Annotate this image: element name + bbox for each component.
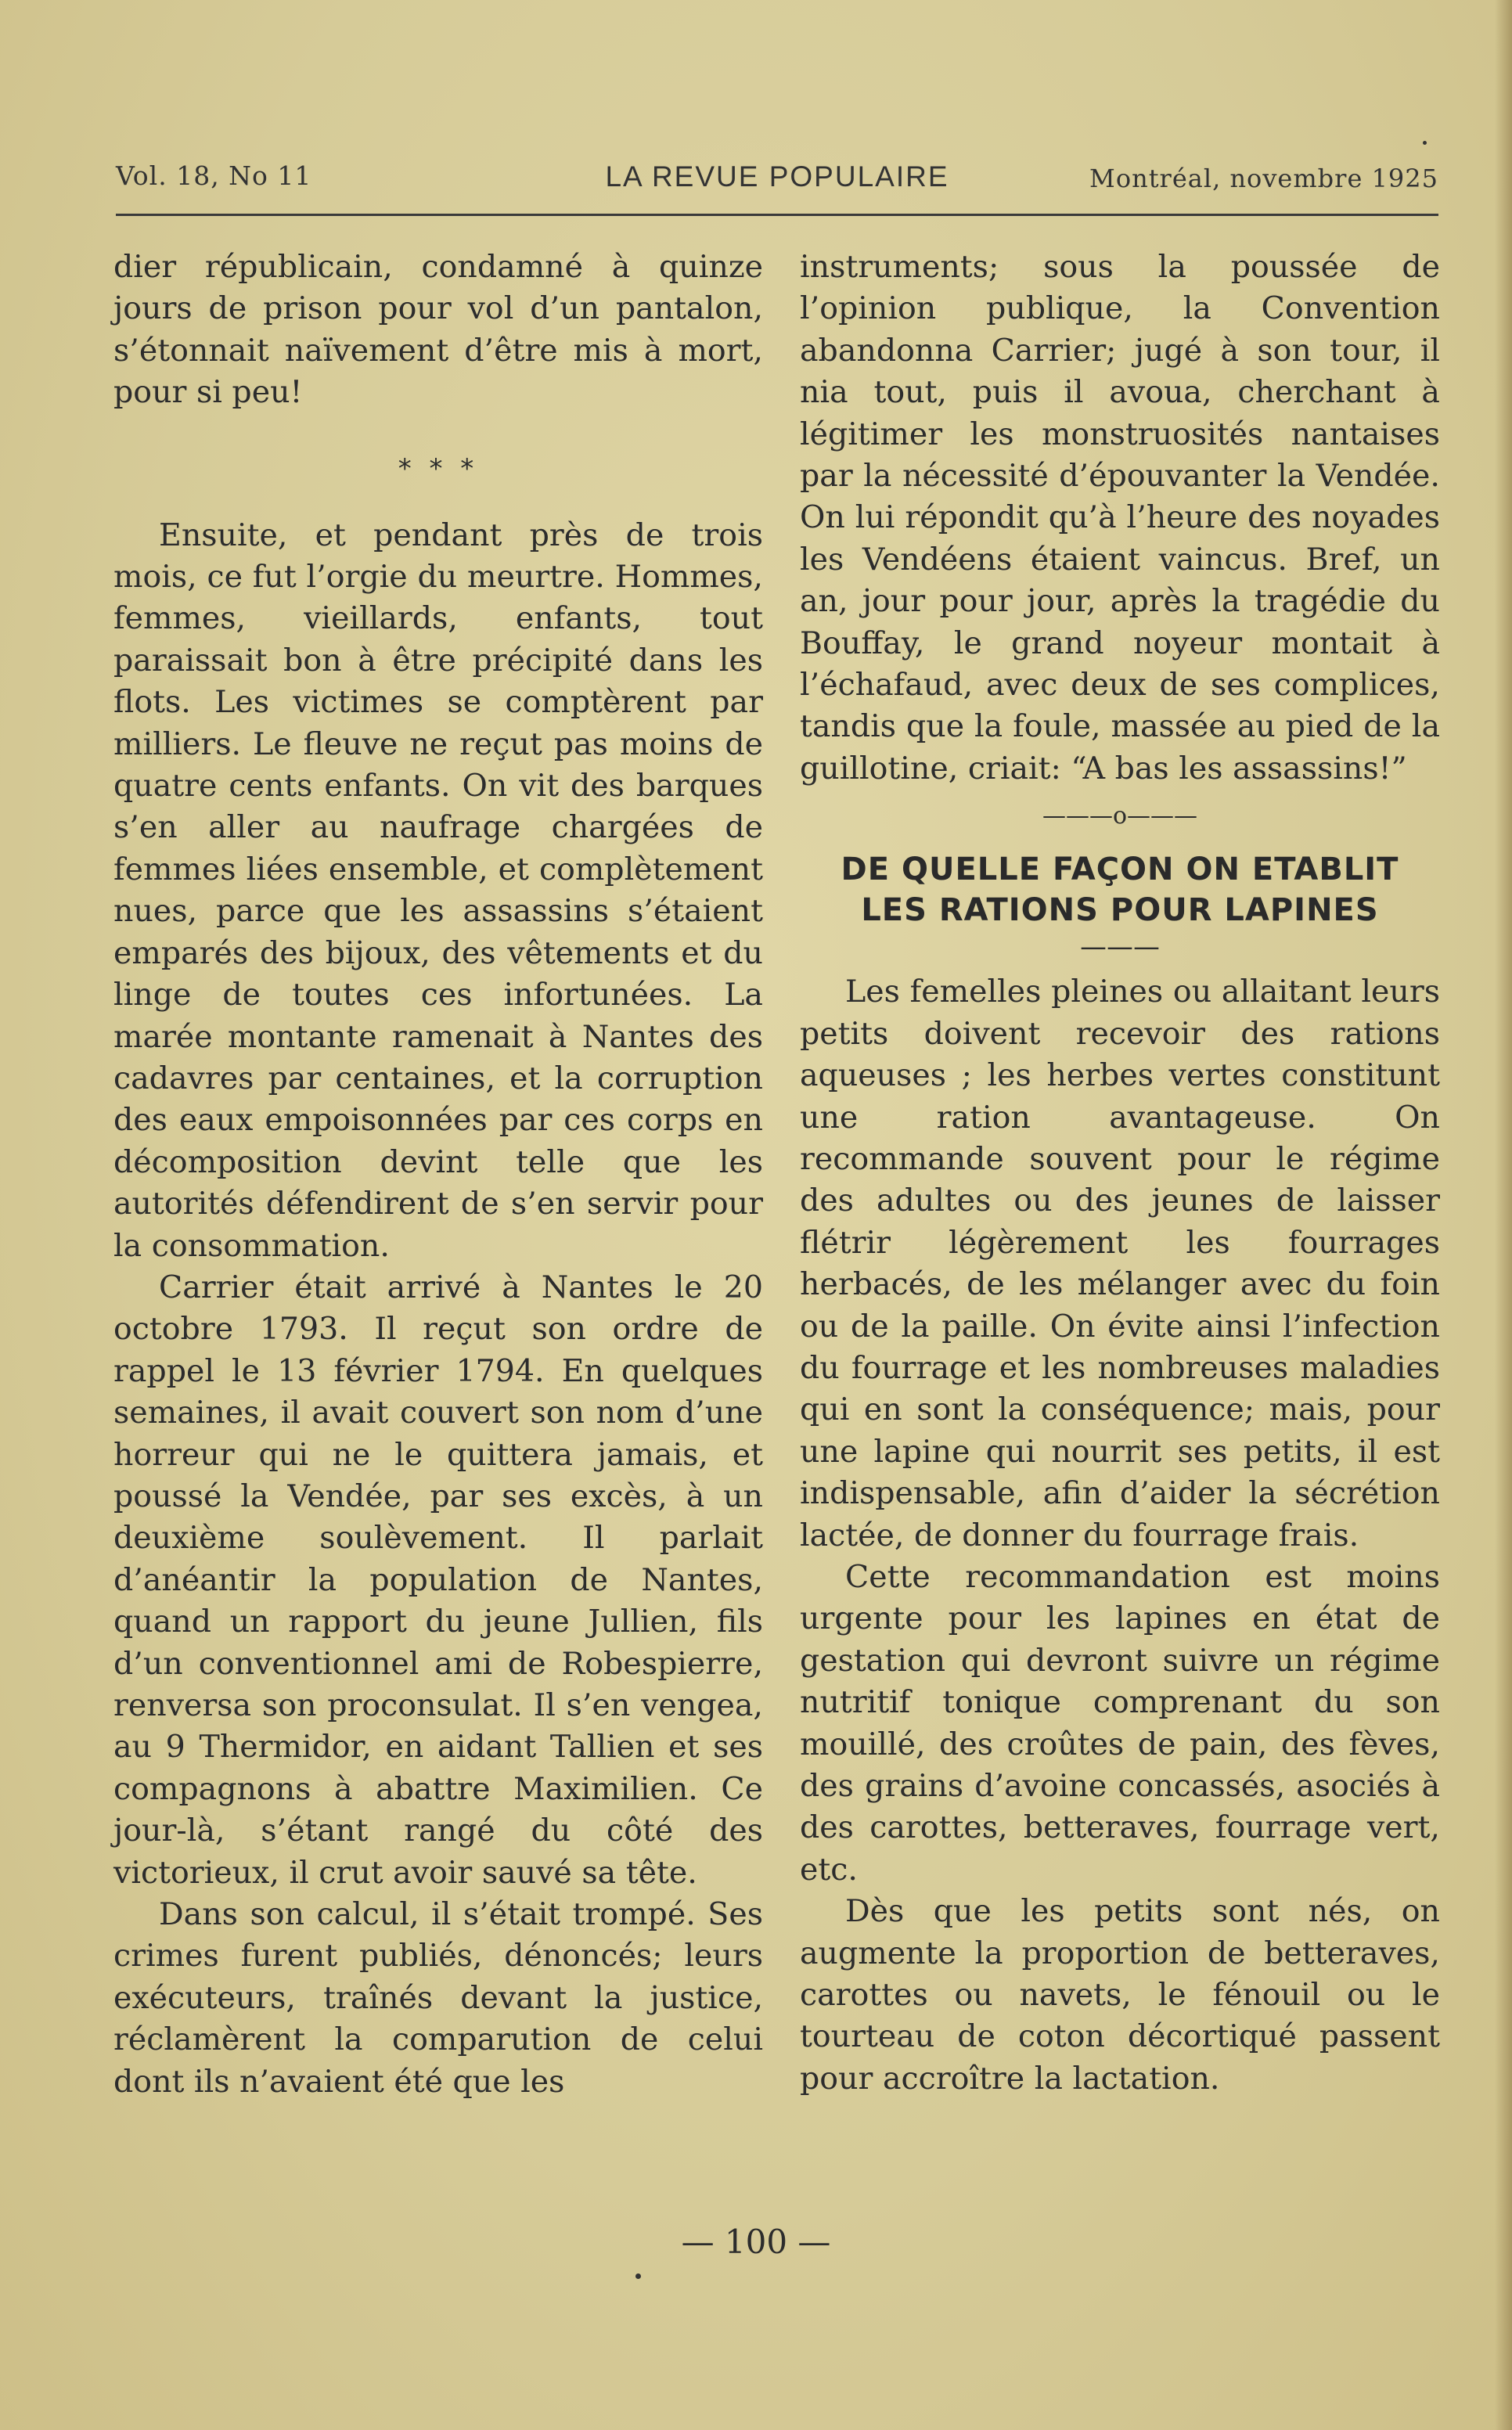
page-edge-shadow <box>1495 0 1512 2430</box>
issue-date: Montréal, novembre 1925 <box>1089 164 1438 193</box>
ink-speck <box>635 2273 641 2279</box>
publication-title: LA REVUE POPULAIRE <box>605 160 949 193</box>
article-title-line-2: LES RATIONS POUR LAPINES <box>861 892 1379 929</box>
paragraph: Dans son calcul, il s’était trompé. Ses crimes furent publiés, dénoncés; leurs exécuteurs, traînés devant la justice, réclamèrent la comparution de celui dont ils n’avaient été que les <box>113 1896 763 2100</box>
ink-speck <box>1423 141 1427 145</box>
paragraph: Cette recommandation est moins urgente pour les lapines en état de gestation qui devront suivre un régime nutritif tonique comprenant du son mouillé, des croûtes de pain, des fèves, des grains d’avoine concassés, asociés à des carottes, betteraves, fourrage vert, etc. <box>800 1558 1440 1888</box>
paragraph: instruments; sous la poussée de l’opinion publique, la Convention abandonna Carrier; jugé à son tour, il nia tout, puis il avoua, cherchant à légitimer les monstruosités nantaises par la nécessité d’épouvanter la Vendée. On lui répondit qu’à l’heure des noyades les Vendéens étaient vaincus. Bref, un an, jour pour jour, après la tragédie du Bouffay, le grand noyeur montait à l’échafaud, avec deux de ses complices, tandis que la foule, massée au pied de la guillotine, criait: “A bas les assassins!” <box>800 249 1440 787</box>
title-dash: ——— <box>1080 931 1160 963</box>
volume-number: Vol. 18, No 11 <box>116 160 312 191</box>
header-rule <box>116 214 1438 216</box>
paragraph: Ensuite, et pendant près de trois mois, ce fut l’orgie du meurtre. Hommes, femmes, vieillards, enfants, tout paraissait bon à être précipité dans les flots. Les victimes se comptèrent par milliers. Le fleuve ne reçut pas moins de quatre cents enfants. On vit des barques s’en aller au naufrage chargées de femmes liées ensemble, et complètement nues, parce que les assassins s’étaient emparés des bijoux, des vêtements et du linge de toutes ces infortunées. La marée montante ramenait à Nantes des cadavres par centaines, et la corruption des eaux empoisonnées par ces corps en décomposition devint telle que les autorités défendirent de s’en servir pour la consommation. <box>113 517 763 1264</box>
article-separator: ———o——— <box>1042 802 1198 830</box>
paragraph: Les femelles pleines ou allaitant leurs petits doivent recevoir des rations aqueuses ; les herbes vertes constitunt une ration avantageuse. On recommande souvent pour le régime des adultes ou des jeunes de laisser flétrir légèrement les fourrages herbacés, de les mélanger avec du foin ou de la paille. On évite ainsi l’infection du fourrage et les nombreuses maladies qui en sont la conséquence; mais, pour une lapine qui nourrit ses petits, il est indispensable, afin d’aider la sécrétion lactée, de donner du fourrage frais. <box>800 974 1440 1553</box>
paragraph: Dès que les petits sont nés, on augmente la proportion de betteraves, carottes ou navets, le fénouil ou le tourteau de coton décortiqué passent pour accroître la lactation. <box>800 1893 1440 2097</box>
article-title-line-1: DE QUELLE FAÇON ON ETABLIT <box>841 851 1399 888</box>
right-column <box>800 247 1440 2100</box>
running-header <box>116 160 1438 207</box>
left-column <box>113 247 763 2103</box>
paragraph: dier républicain, condamné à quinze jours de prison pour vol d’un pantalon, s’étonnait naïvement d’être mis à mort, pour si peu! <box>113 249 763 411</box>
paragraph: Carrier était arrivé à Nantes le 20 octobre 1793. Il reçut son ordre de rappel le 13 février 1794. En quelques semaines, il avait couvert son nom d’une horreur qui ne le quittera jamais, et poussé la Vendée, par ses excès, à un deuxième soulèvement. Il parlait d’anéantir la population de Nantes, quand un rapport du jeune Jullien, fils d’un conventionnel ami de Robespierre, renversa son proconsulat. Il s’en vengea, au 9 Thermidor, en aidant Tallien et ses compagnons à abattre Maximilien. Ce jour-là, s’étant rangé du côté des victorieux, il crut avoir sauvé sa tête. <box>113 1269 763 1891</box>
section-break-stars: * * * <box>398 452 479 484</box>
page-number: — 100 — <box>681 2223 831 2261</box>
